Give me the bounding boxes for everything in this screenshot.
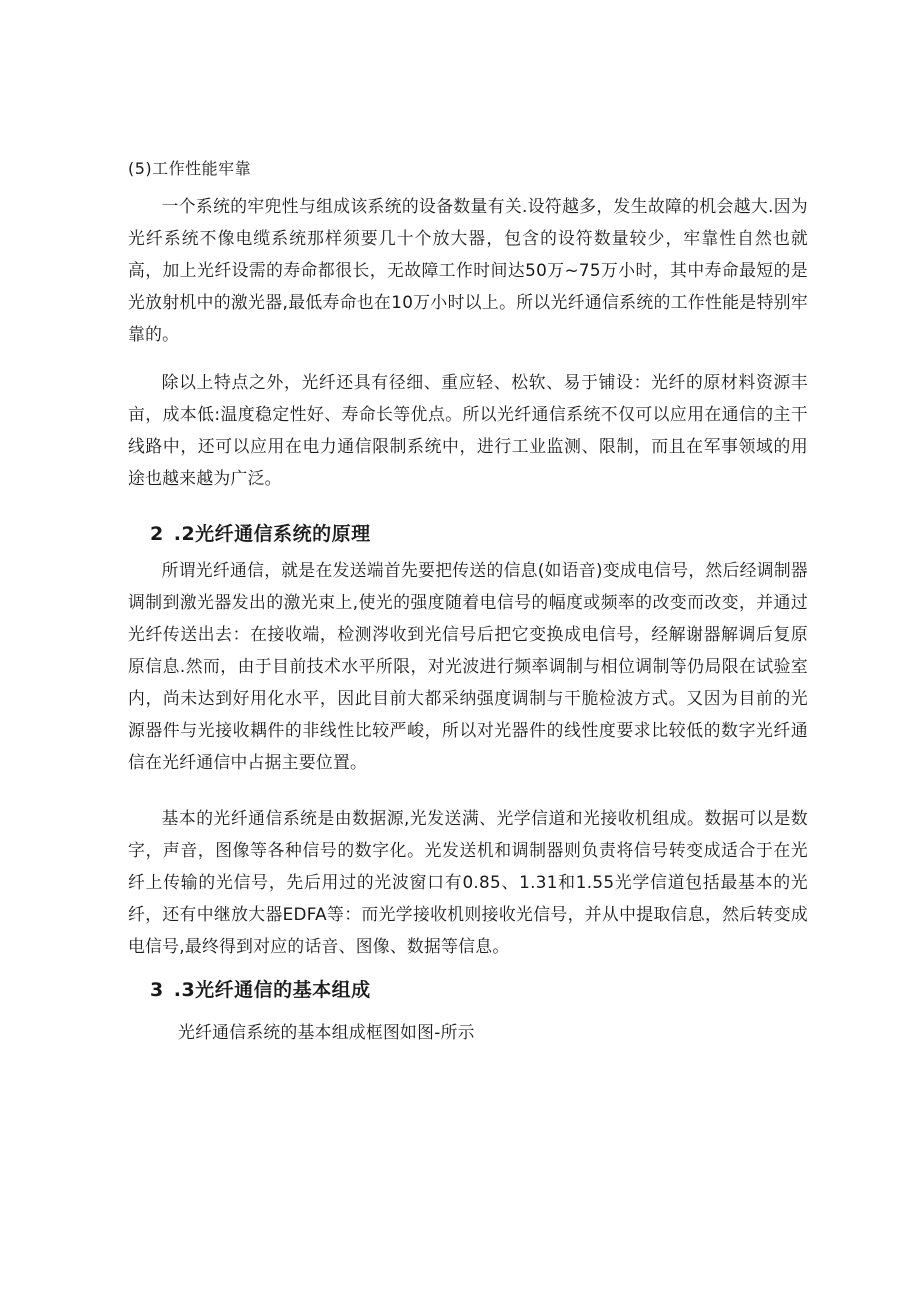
subheading-reliability: (5)工作性能牢靠 (128, 159, 252, 178)
section-heading-principle (150, 520, 371, 548)
section-title: .3光纤通信的基本组成 (173, 979, 371, 1001)
section-heading-composition (150, 976, 371, 1004)
figure-reference-text: 光纤通信系统的基本组成框图如图-所示 (178, 1022, 475, 1042)
paragraph-basic-system: 基本的光纤通信系统是由数据源,光发送满、光学信道和光接收机组成。数据可以是数字，声音，图像等各种信号的数字化。光发送机和调制器则负责将信号转变成适合于在光纤上传输的光信号，先后用过的光波窗口有0.85、1.31和1.55光学信道包括最基本的光纤，还有中继放大器EDFA等：而光学接收机则接收光信号，并从中提取信息，然后转变成电信号,最终得到对应的话音、图像、数据等信息。 (128, 808, 808, 956)
section-number: 2 (150, 523, 164, 545)
paragraph-reliability: 一个系统的牢兜性与组成该系统的设备数量有关.设符越多，发生故障的机会越大.因为光纤系统不像电缆系统那样须要几十个放大器，包含的设符数量较少，牢靠性自然也就高，加上光纤设需的寿命都很长，无故障工作时间达50万~75万小时，其中寿命最短的是光放射机中的激光器,最低寿命也在10万小时以上。所以光纤通信系统的工作性能是特别牢靠的。 (128, 196, 808, 344)
section-number: 3 (150, 979, 164, 1001)
paragraph-principle: 所谓光纤通信，就是在发送端首先要把传送的信息(如语音)变成电信号，然后经调制器调制到激光器发出的激光束上,使光的强度随着电信号的幅度或频率的改变而改变，并通过光纤传送出去：在接收端，检测涔收到光信号后把它变换成电信号，经解谢器解调后复原原信息.然而，由于目前技术水平所限，对光波进行频率调制与相位调制等仍局限在试验室内，尚未达到好用化水平，因此目前大都采纳强度调制与干脆检波方式。又因为目前的光源器件与光接收耦件的非线性比较严峻，所以对光器件的线性度要求比较低的数字光纤通信在光纤通信中占据主要位置。 (128, 560, 808, 772)
paragraph-other-advantages: 除以上特点之外，光纤还具有径细、重应轻、松软、易于铺设：光纤的原材料资源丰亩，成本低:温度稳定性好、寿命长等优点。所以光纤通信系统不仅可以应用在通信的主干线路中，还可以应用在电力通信限制系统中，进行工业监测、限制，而且在军事领域的用途也越来越为广泛。 (128, 372, 808, 488)
section-title: .2光纤通信系统的原理 (173, 523, 371, 545)
